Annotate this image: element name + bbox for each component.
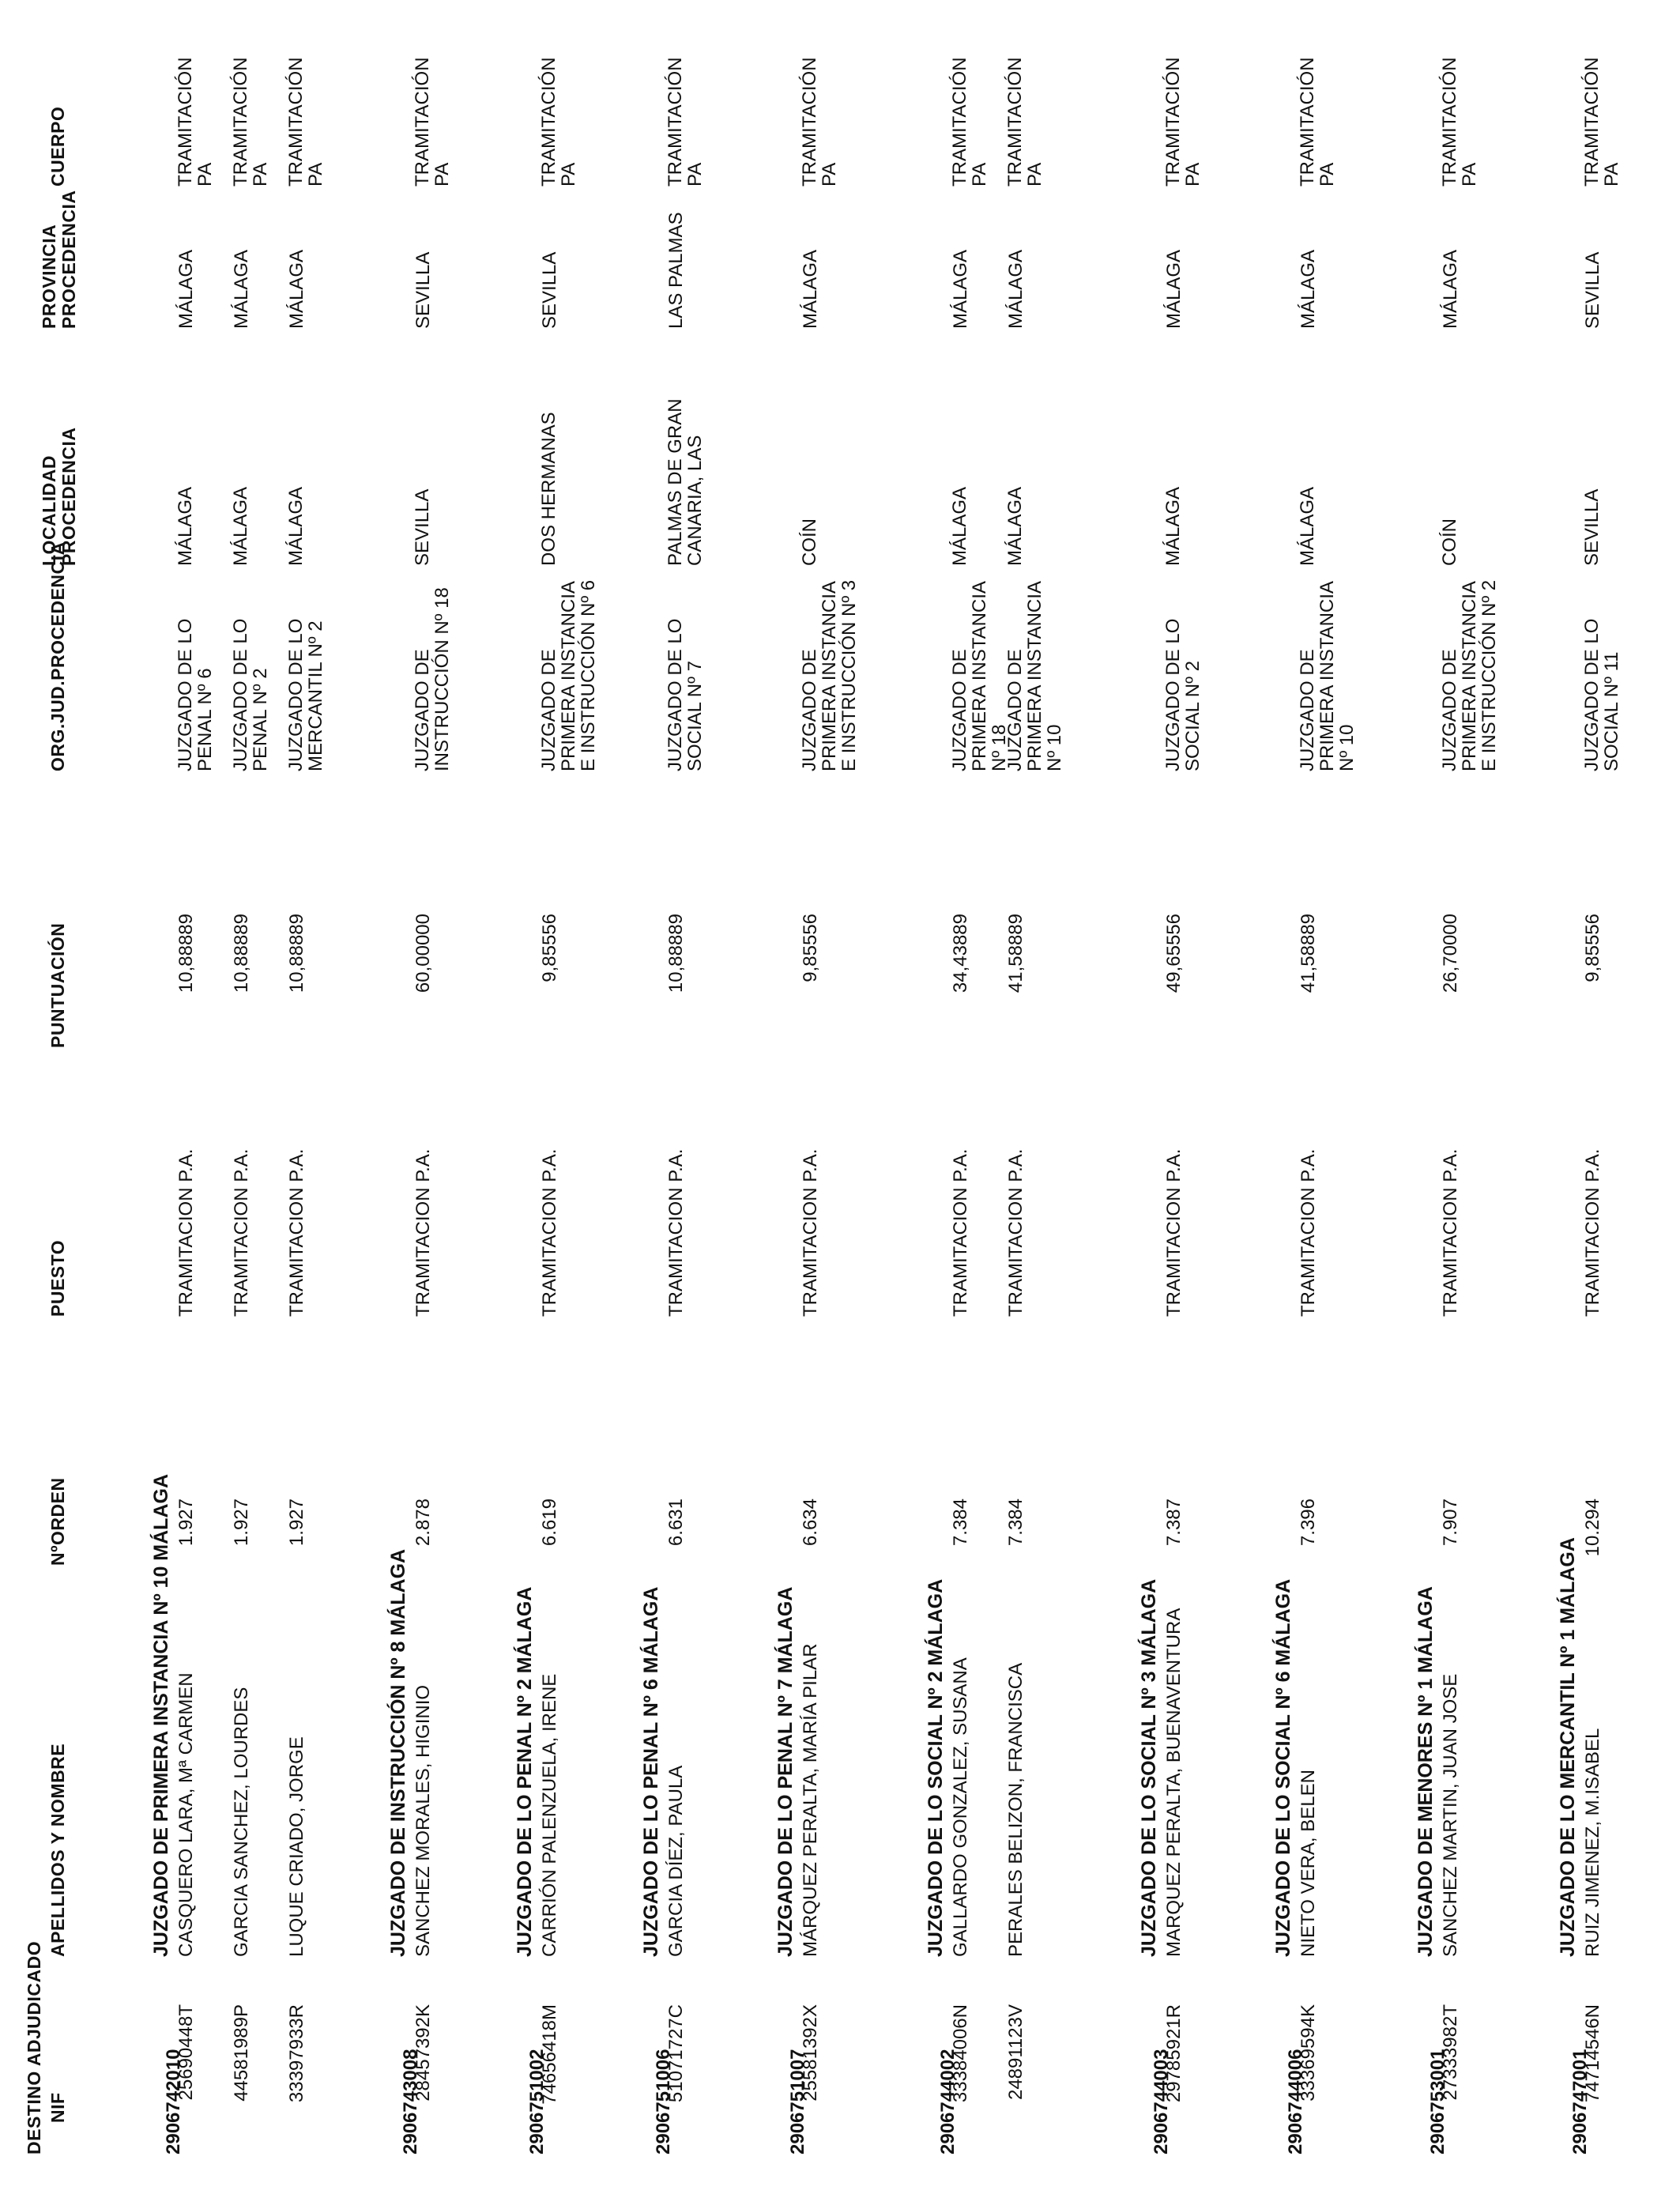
destino-code: 2906744003 [1151,2049,1172,2154]
cell-org-procedencia: JUZGADO DE LO SOCIAL Nº 11 [1581,618,1622,771]
cell-nombre: GARCIA SANCHEZ, LOURDES [231,1687,252,1957]
cell-puesto: TRAMITACION P.A. [950,1148,971,1317]
cell-puntuacion: 60,00000 [412,914,434,993]
cell-nombre: CARRIÓN PALENZUELA, IRENE [539,1673,560,1957]
cell-cuerpo: TRAMITACIÓN PA [412,57,453,187]
destino-code: 2906751007 [787,2049,808,2154]
header-org: ORG.JUD.PROCEDENCIA [47,541,68,771]
cell-puntuacion: 10,88889 [286,914,307,993]
cell-nif: 74656418M [539,2004,560,2105]
cell-puesto: TRAMITACION P.A. [1440,1148,1461,1317]
cell-provincia: SEVILLA [412,251,434,329]
cell-org-procedencia: JUZGADO DE PRIMERA INSTANCIA E INSTRUCCIÓN Nº 6 [538,579,599,771]
cell-org-procedencia: JUZGADO DE PRIMERA INSTANCIA Nº 18 [949,582,1010,771]
cell-cuerpo: TRAMITACIÓN PA [1004,57,1045,187]
cell-org-procedencia: JUZGADO DE INSTRUCCIÓN Nº 18 [412,587,453,771]
cell-provincia: MÁLAGA [800,249,821,329]
cell-puntuacion: 9,85556 [539,914,560,982]
destino-code: 2906751002 [526,2049,548,2154]
cell-nombre: PERALES BELIZON, FRANCISCA [1005,1662,1026,1957]
cell-nif: 27333982T [1440,2004,1461,2101]
cell-nombre: MÁRQUEZ PERALTA, MARÍA PILAR [800,1643,821,1957]
cell-nombre: GARCIA DÍEZ, PAULA [665,1765,687,1957]
cell-orden: 1.927 [231,1498,252,1547]
cell-orden: 1.927 [175,1498,197,1547]
destino-name: JUZGADO DE INSTRUCCIÓN Nº 8 MÁLAGA [387,1548,409,1957]
cell-org-procedencia: JUZGADO DE LO PENAL Nº 6 [175,618,216,771]
cell-orden: 7.387 [1163,1498,1185,1547]
cell-localidad: MÁLAGA [1162,486,1184,566]
cell-orden: 6.631 [665,1498,687,1547]
cell-cuerpo: TRAMITACIÓN PA [538,57,579,187]
page-title: DESTINO ADJUDICADO [24,1940,44,2154]
destino-code: 2906744002 [937,2049,959,2154]
cell-org-procedencia: JUZGADO DE LO MERCANTIL Nº 2 [285,618,326,771]
cell-puesto: TRAMITACION P.A. [539,1148,560,1317]
cell-cuerpo: TRAMITACIÓN PA [1581,57,1622,187]
cell-nif: 33384006N [950,2004,971,2103]
destino-code: 2906753001 [1427,2049,1448,2154]
cell-cuerpo: TRAMITACIÓN PA [949,57,990,187]
cell-localidad: MÁLAGA [175,486,196,566]
header-cuerpo: CUERPO [47,106,68,187]
destino-code: 2906743008 [400,2049,421,2154]
cell-provincia: MÁLAGA [1163,249,1185,329]
cell-provincia: MÁLAGA [950,249,971,329]
destino-name: JUZGADO DE MENORES Nº 1 MÁLAGA [1414,1586,1437,1957]
cell-orden: 7.384 [1005,1498,1026,1547]
destino-name: JUZGADO DE LO SOCIAL Nº 3 MÁLAGA [1138,1578,1160,1957]
destino-code: 2906744006 [1285,2049,1306,2154]
cell-puntuacion: 10,88889 [665,914,687,993]
cell-puesto: TRAMITACION P.A. [286,1148,307,1317]
cell-puesto: TRAMITACION P.A. [1298,1148,1319,1317]
cell-nif: 33369594K [1298,2004,1319,2102]
cell-localidad: PALMAS DE GRAN CANARIA, LAS [665,398,706,566]
cell-nif: 28457392K [412,2004,434,2102]
cell-cuerpo: TRAMITACIÓN PA [175,57,216,187]
cell-nombre: LUQUE CRIADO, JORGE [286,1736,307,1957]
cell-nif: 25690448T [175,2004,197,2101]
destino-name: JUZGADO DE LO PENAL Nº 6 MÁLAGA [640,1586,662,1957]
cell-localidad: MÁLAGA [949,486,970,566]
destino-code: 2906747001 [1569,2049,1591,2154]
destino-name: JUZGADO DE LO SOCIAL Nº 2 MÁLAGA [925,1578,947,1957]
cell-puntuacion: 9,85556 [800,914,821,982]
cell-puntuacion: 26,70000 [1440,914,1461,993]
cell-localidad: MÁLAGA [1297,486,1318,566]
destino-name: JUZGADO DE LO MERCANTIL Nº 1 MÁLAGA [1557,1537,1579,1957]
cell-localidad: COÍN [799,518,820,566]
destino-name: JUZGADO DE LO PENAL Nº 7 MÁLAGA [774,1586,797,1957]
destino-code: 2906751006 [653,2049,674,2154]
cell-nif: 25581392X [800,2004,821,2102]
cell-org-procedencia: JUZGADO DE PRIMERA INSTANCIA Nº 10 [1297,582,1358,771]
cell-nif: 51071727C [665,2004,687,2103]
header-localidad: LOCALIDAD PROCEDENCIA [39,427,79,566]
header-provincia: PROVINCIA PROCEDENCIA [39,190,79,329]
cell-org-procedencia: JUZGADO DE PRIMERA INSTANCIA E INSTRUCCIÓN Nº 2 [1439,579,1500,771]
cell-puntuacion: 9,85556 [1582,914,1603,982]
cell-cuerpo: TRAMITACIÓN PA [230,57,271,187]
destino-name: JUZGADO DE LO SOCIAL Nº 6 MÁLAGA [1272,1578,1294,1957]
cell-puntuacion: 10,88889 [231,914,252,993]
cell-orden: 1.927 [286,1498,307,1547]
cell-localidad: MÁLAGA [230,486,251,566]
cell-provincia: MÁLAGA [286,249,307,329]
header-norden: NºORDEN [47,1477,68,1566]
cell-org-procedencia: JUZGADO DE PRIMERA INSTANCIA E INSTRUCCIÓN Nº 3 [799,579,860,771]
cell-provincia: MÁLAGA [1440,249,1461,329]
cell-cuerpo: TRAMITACIÓN PA [285,57,326,187]
cell-puesto: TRAMITACION P.A. [1582,1148,1603,1317]
cell-localidad: MÁLAGA [1004,486,1026,566]
cell-provincia: SEVILLA [539,251,560,329]
cell-puesto: TRAMITACION P.A. [1005,1148,1026,1317]
cell-nombre: MARQUEZ PERALTA, BUENAVENTURA [1163,1608,1185,1957]
cell-nombre: RUIZ JIMENEZ, M.ISABEL [1582,1728,1603,1957]
cell-puesto: TRAMITACION P.A. [800,1148,821,1317]
destino-code: 2906742010 [163,2049,184,2154]
cell-puesto: TRAMITACION P.A. [231,1148,252,1317]
cell-orden: 6.634 [800,1498,821,1547]
cell-nif: 33397933R [286,2004,307,2103]
cell-provincia: MÁLAGA [231,249,252,329]
cell-orden: 6.619 [539,1498,560,1547]
cell-puesto: TRAMITACION P.A. [665,1148,687,1317]
cell-orden: 10.294 [1582,1498,1603,1557]
cell-puntuacion: 10,88889 [175,914,197,993]
cell-puesto: TRAMITACION P.A. [1163,1148,1185,1317]
cell-orden: 7.384 [950,1498,971,1547]
cell-provincia: SEVILLA [1582,251,1603,329]
cell-provincia: MÁLAGA [1298,249,1319,329]
cell-org-procedencia: JUZGADO DE LO SOCIAL Nº 7 [665,618,706,771]
cell-org-procedencia: JUZGADO DE LO PENAL Nº 2 [230,618,271,771]
destino-name: JUZGADO DE PRIMERA INSTANCIA Nº 10 MÁLAGA [150,1473,172,1957]
header-puesto: PUESTO [47,1239,68,1317]
header-puntuacion: PUNTUACIÓN [47,922,68,1048]
cell-orden: 7.396 [1298,1498,1319,1547]
cell-puesto: TRAMITACION P.A. [175,1148,197,1317]
header-nombre: APELLIDOS Y NOMBRE [47,1743,68,1957]
cell-cuerpo: TRAMITACIÓN PA [799,57,840,187]
cell-nif: 24891123V [1005,2004,1026,2101]
cell-nombre: CASQUERO LARA, Mª CARMEN [175,1672,197,1957]
destino-name: JUZGADO DE LO PENAL Nº 2 MÁLAGA [514,1586,536,1957]
cell-provincia: MÁLAGA [1005,249,1026,329]
cell-cuerpo: TRAMITACIÓN PA [1162,57,1203,187]
cell-nombre: GALLARDO GONZALEZ, SUSANA [950,1657,971,1957]
cell-nombre: SANCHEZ MARTIN, JUAN JOSE [1440,1673,1461,1957]
cell-nif: 44581989P [231,2004,252,2102]
cell-puntuacion: 49,65556 [1163,914,1185,993]
cell-provincia: LAS PALMAS [665,212,687,329]
cell-localidad: SEVILLA [412,488,433,566]
cell-localidad: MÁLAGA [285,486,307,566]
cell-cuerpo: TRAMITACIÓN PA [1439,57,1480,187]
header-nif: NIF [47,2092,68,2123]
cell-nombre: NIETO VERA, BELEN [1298,1770,1319,1957]
cell-provincia: MÁLAGA [175,249,197,329]
cell-nif: 29785921R [1163,2004,1185,2103]
cell-nif: 74714546N [1582,2004,1603,2103]
cell-puntuacion: 34,43889 [950,914,971,993]
cell-puesto: TRAMITACION P.A. [412,1148,434,1317]
cell-orden: 7.907 [1440,1498,1461,1547]
cell-org-procedencia: JUZGADO DE LO SOCIAL Nº 2 [1162,618,1203,771]
cell-orden: 2.878 [412,1498,434,1547]
cell-localidad: COÍN [1439,518,1460,566]
cell-puntuacion: 41,58889 [1298,914,1319,993]
cell-puntuacion: 41,58889 [1005,914,1026,993]
cell-localidad: SEVILLA [1581,488,1603,566]
cell-org-procedencia: JUZGADO DE PRIMERA INSTANCIA Nº 10 [1004,582,1065,771]
cell-localidad: DOS HERMANAS [538,412,559,566]
cell-nombre: SANCHEZ MORALES, HIGINIO [412,1684,434,1957]
cell-cuerpo: TRAMITACIÓN PA [1297,57,1338,187]
cell-cuerpo: TRAMITACIÓN PA [665,57,706,187]
